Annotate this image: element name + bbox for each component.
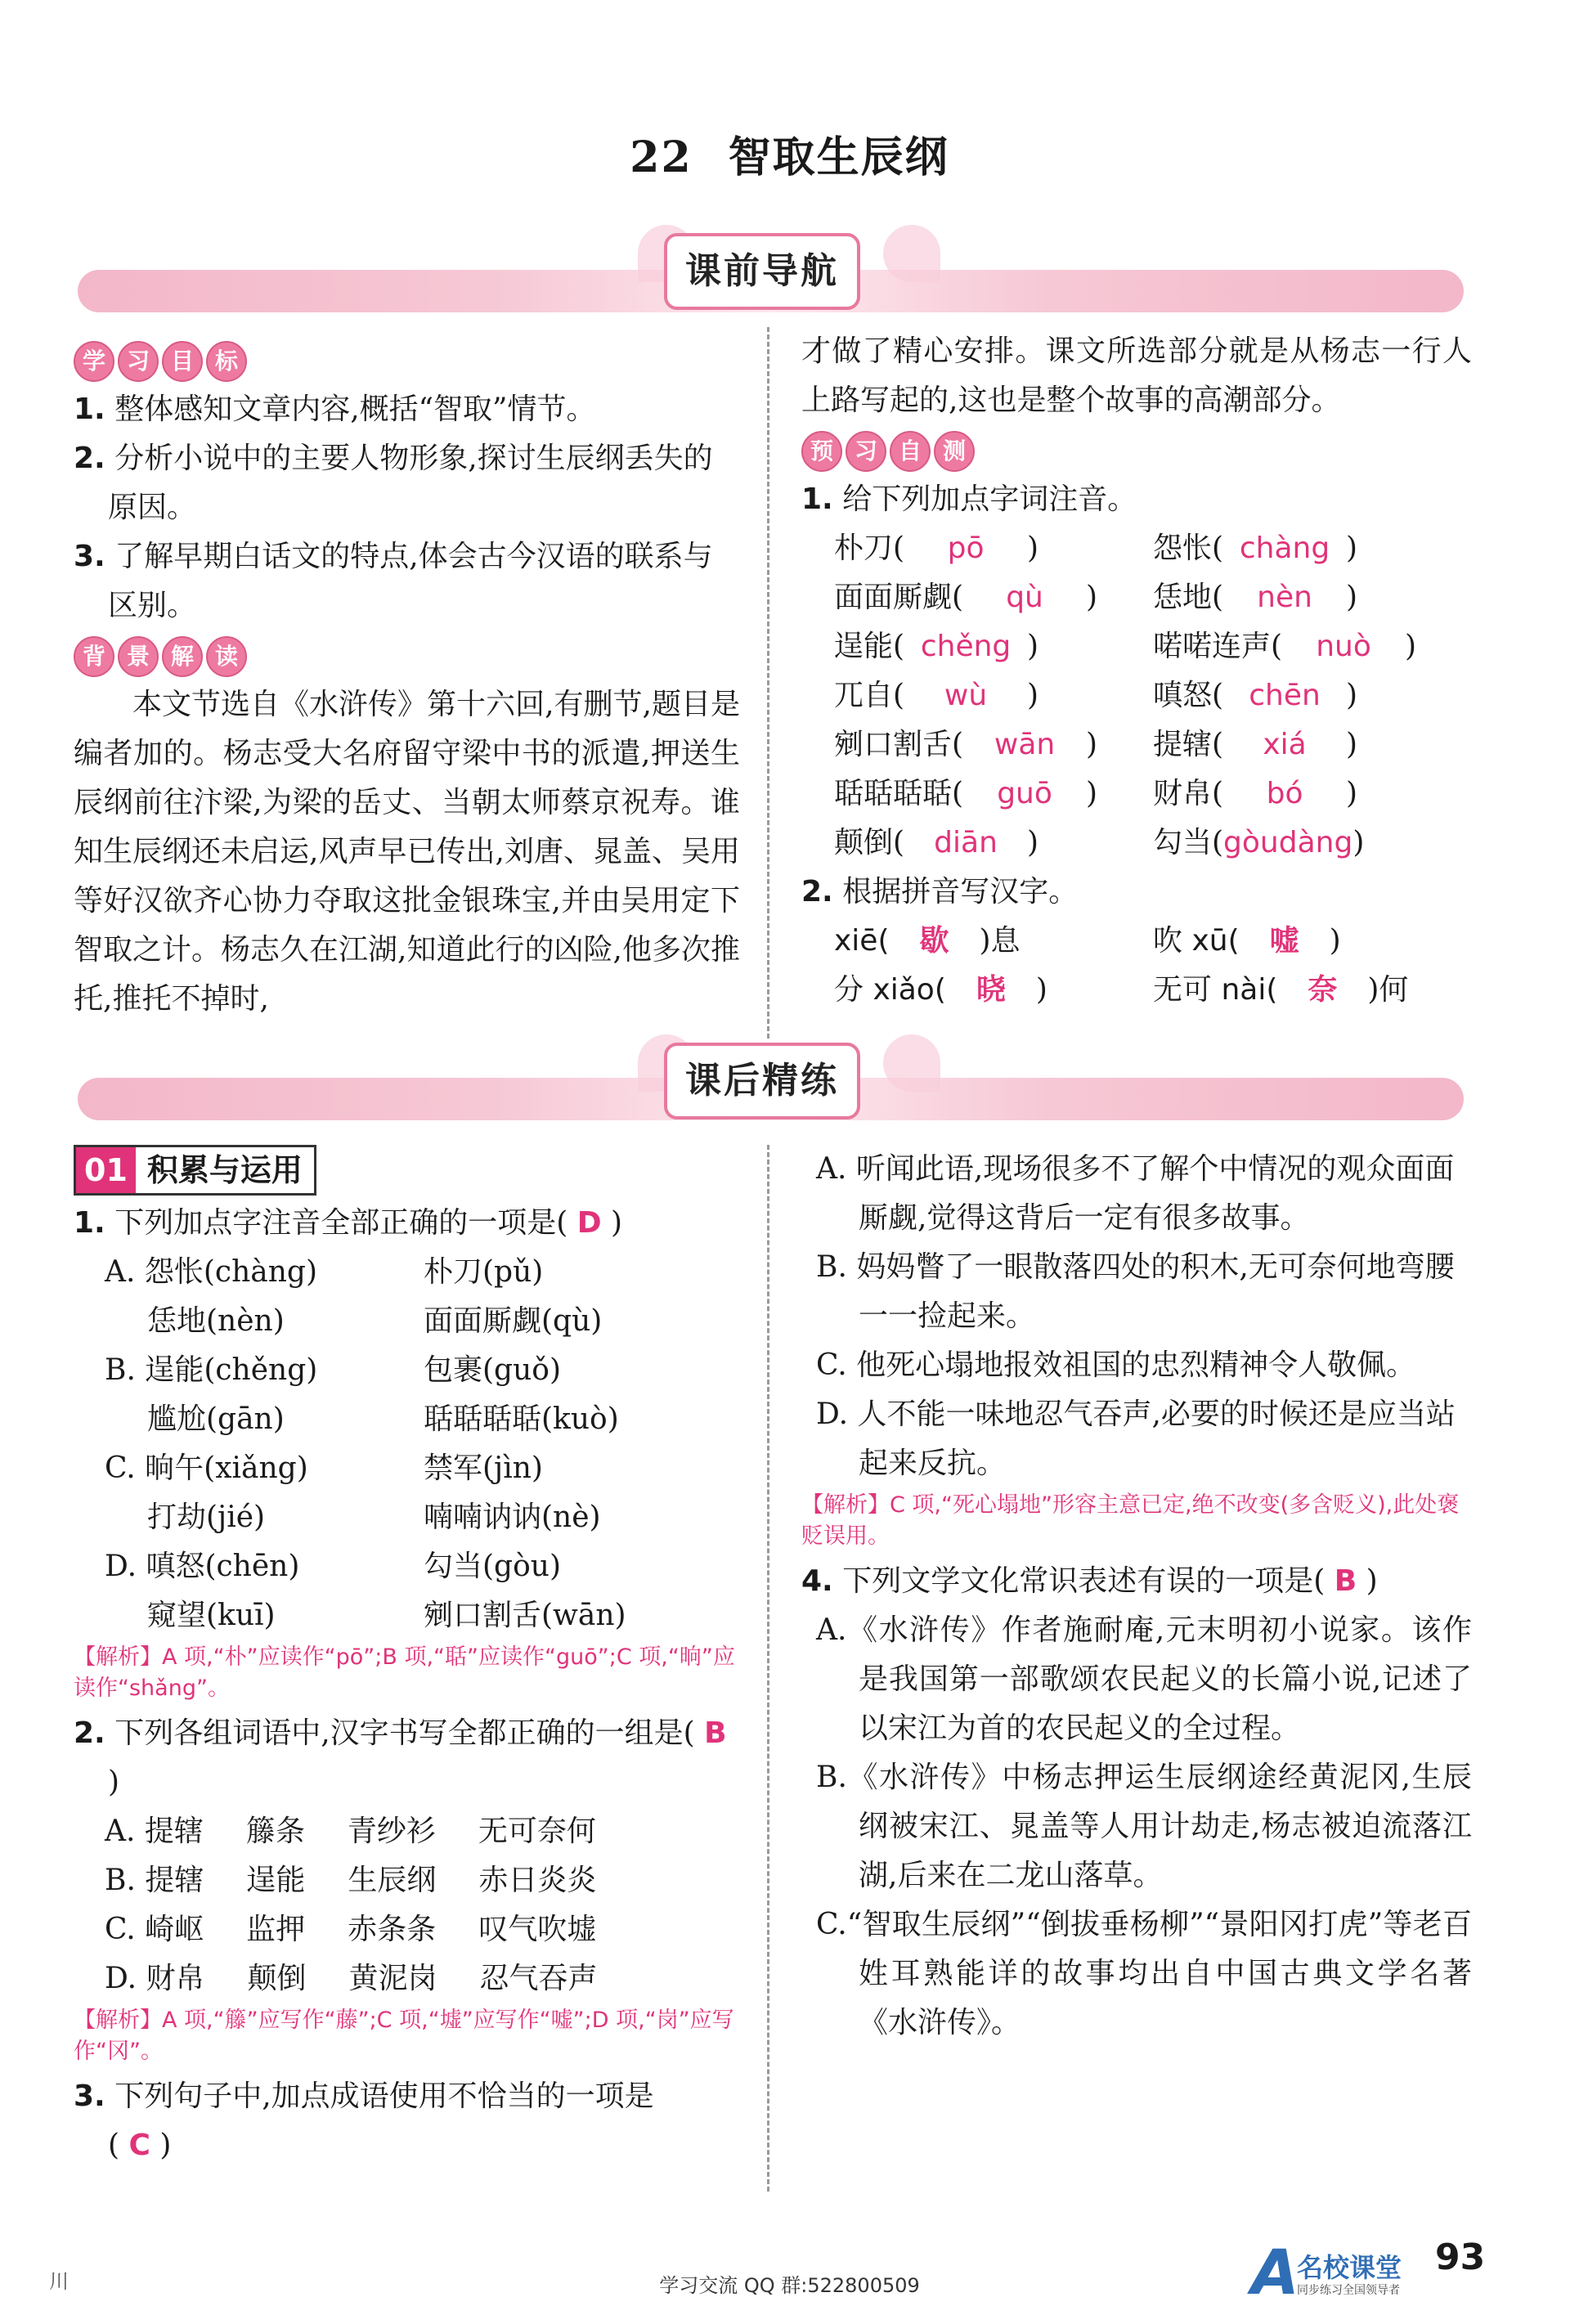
pinyin-answer: wān (994, 728, 1056, 761)
tag-char: 读 (206, 636, 247, 677)
word: 怨怅( (1153, 532, 1224, 565)
goals-tag (74, 341, 247, 382)
pinyin-answer: wù (944, 679, 988, 712)
pinyin-item (1153, 524, 1472, 573)
pinyin-answer: bó (1266, 777, 1303, 810)
pinyin-item (1153, 622, 1472, 671)
option-word: 青纱衫 (347, 1815, 436, 1848)
pinyin-item (834, 622, 1153, 671)
hanzi-item (834, 917, 1153, 966)
pinyin-item (834, 671, 1153, 720)
brand-logo (1251, 2236, 1439, 2308)
pinyin-item (1153, 573, 1472, 622)
section-label: 积累与运用 (146, 1151, 303, 1188)
preview-tag (801, 431, 975, 472)
right-column-top (801, 327, 1472, 1015)
pinyin-answer: nuò (1316, 630, 1371, 663)
background-tag (74, 636, 247, 677)
word: 剜口割舌( (834, 728, 964, 761)
post-class-banner: 课后精练 (664, 1043, 860, 1119)
question-1: 1. 下列加点字注音全部正确的一项是( D ) (74, 1206, 623, 1240)
pre-class-banner: 课前导航 (664, 233, 860, 310)
word: 财帛( (1153, 777, 1224, 810)
q4-options (801, 1606, 1472, 2048)
paren: ) (1405, 630, 1417, 663)
answer: B (704, 1716, 727, 1750)
analysis: 【解析】A 项,“朴”应读作“pō”;B 项,“聒”应读作“guō”;C 项,“晌”应读作“shǎng”。 (74, 1644, 735, 1701)
question-3: 3. 下列句子中,加点成语使用不恰当的一项是 (74, 2079, 654, 2113)
option-cell: 禁军(jìn) (424, 1451, 543, 1485)
word: 颠倒( (834, 826, 905, 859)
option-word: B. 提辖 (105, 1864, 204, 1897)
paren: ) (1346, 728, 1358, 761)
goal-item: 3. 了解早期白话文的特点,体会古今汉语的联系与区别。 (74, 540, 713, 622)
answer: C (128, 2129, 150, 2162)
page-number: 93 (1435, 2237, 1486, 2278)
pinyin-answer: qù (1006, 581, 1043, 614)
option-word: 无可奈何 (478, 1815, 596, 1848)
option-item: C. 他死心塌地报效祖国的忠烈精神令人敬佩。 (816, 1348, 1416, 1382)
analysis: 【解析】A 项,“籐”应写作“藤”;C 项,“墟”应写作“嘘”;D 项,“岗”应写作“冈”。 (74, 2008, 734, 2064)
option-cell: C. 晌午(xiǎng) (105, 1451, 308, 1485)
section-number: 01 (76, 1147, 136, 1193)
suffix: ) (1035, 973, 1047, 1007)
suffix: ) (1329, 924, 1341, 958)
option-word: 籐条 (245, 1815, 305, 1848)
option-word: 赤日炎炎 (478, 1864, 597, 1897)
tag-char: 习 (118, 341, 159, 382)
pinyin-answer: pō (947, 532, 985, 565)
word: 勾当( (1153, 826, 1224, 859)
paren: ) (1027, 826, 1039, 859)
word: 兀自( (834, 679, 905, 712)
paren: ) (1352, 826, 1365, 859)
pinyin: 无可 nài( (1153, 973, 1278, 1007)
tag-char: 背 (74, 636, 114, 677)
option-word: 叹气吹墟 (478, 1913, 597, 1946)
option-word: C. 崎岖 (105, 1913, 204, 1946)
word: 喏喏连声( (1153, 630, 1283, 663)
option-cell: D. 嗔怒(chēn) (105, 1550, 300, 1583)
region-mark: 川 (49, 2270, 69, 2293)
pinyin-item (834, 819, 1153, 868)
word: 聒聒聒聒( (834, 777, 964, 810)
paren: ) (1346, 679, 1358, 712)
hanzi-item (1153, 917, 1472, 966)
answer: B (1334, 1564, 1357, 1598)
pinyin: xiē( (834, 924, 890, 958)
pinyin-item (1153, 819, 1472, 868)
tag-char: 自 (890, 431, 931, 472)
paren: ) (1027, 532, 1039, 565)
preview-q2: 2. 根据拼音写汉字。 (801, 875, 1079, 909)
question-3-answer: ( C ) (108, 2129, 172, 2162)
option-row (74, 1444, 740, 1493)
pinyin-list (801, 524, 1472, 868)
pinyin-item (1153, 769, 1472, 819)
pinyin: 吹 xū( (1153, 924, 1240, 958)
hanzi-item (834, 966, 1153, 1015)
option-row (74, 1297, 740, 1346)
q2-options (74, 1807, 740, 2003)
option-cell: 恁地(nèn) (147, 1304, 285, 1338)
option-row (74, 1591, 740, 1640)
tag-char: 标 (206, 341, 247, 382)
pinyin-answer: nèn (1257, 581, 1312, 614)
pinyin-row (834, 819, 1472, 868)
tag-char: 测 (934, 431, 975, 472)
pinyin-row (834, 769, 1472, 819)
pinyin-answer: diān (934, 826, 998, 859)
pinyin-row (834, 524, 1472, 573)
tag-char: 景 (118, 636, 159, 677)
q3-options (801, 1145, 1472, 1488)
paren: ) (1346, 532, 1358, 565)
option-row (74, 1954, 740, 2003)
tag-char: 预 (801, 431, 842, 472)
pinyin-item (834, 573, 1153, 622)
hanzi-list (801, 917, 1472, 1015)
paren: ) (1346, 581, 1358, 614)
option-cell: 尴尬(gān) (147, 1402, 285, 1436)
pinyin-row (834, 671, 1472, 720)
analysis: 【解析】C 项,“死心塌地”形容主意已定,绝不改变(多含贬义),此处褒贬误用。 (801, 1492, 1460, 1549)
left-column-bottom (74, 1145, 740, 2170)
suffix: )息 (979, 924, 1021, 958)
goal-item: 2. 分析小说中的主要人物形象,探讨生辰纲丢失的原因。 (74, 442, 713, 524)
wing-decoration (883, 1034, 940, 1092)
word: 提辖( (1153, 728, 1224, 761)
option-word: 忍气吞声 (479, 1962, 598, 1995)
section-header (74, 1145, 316, 1196)
option-item: D. 人不能一味地忍气吞声,必要的时候还是应当站起来反抗。 (816, 1398, 1456, 1480)
column-divider (767, 327, 769, 1039)
word: 恁地( (1153, 581, 1224, 614)
option-cell: 打劫(jié) (147, 1501, 266, 1534)
left-column-top (74, 335, 740, 1024)
background-continued: 才做了精心安排。课文所选部分就是从杨志一行人上路写起的,这也是整个故事的高潮部分。 (801, 334, 1472, 417)
hanzi-item (1153, 966, 1472, 1015)
option-cell: 窥望(kuī) (147, 1599, 276, 1632)
pinyin: 分 xiǎo( (834, 973, 946, 1007)
option-item: B.《水浒传》中杨志押运生辰纲途经黄泥冈,生辰纲被宋江、晁盖等人用计劫走,杨志被迫流落江湖,后来在二龙山落草。 (816, 1761, 1472, 1892)
right-column-bottom (801, 1145, 1472, 2048)
logo-name: 名校课堂 (1297, 2252, 1402, 2283)
q1-options (74, 1248, 740, 1640)
option-word: 生辰纲 (348, 1864, 437, 1897)
background-text: 本文节选自《水浒传》第十六回,有删节,题目是编者加的。杨志受大名府留守梁中书的派遣,押送生辰纲前往汴梁,为梁的岳丈、当朝太师蔡京祝寿。谁知生辰纲还未启运,风声早已传出,刘唐、晁盖、吴用等好汉欲齐心协力夺取这批金银珠宝,并由吴用定下智取之计。杨志久在江湖,知道此行的凶险,他多次推托,推托不掉时, (74, 688, 740, 1016)
option-item: A.《水浒传》作者施耐庵,元末明初小说家。该作是我国第一部歌颂农民起义的长篇小说,记述了以宋江为首的农民起义的全过程。 (816, 1613, 1472, 1745)
word: 面面厮觑( (834, 581, 964, 614)
hanzi-answer: 歇 (919, 924, 949, 958)
option-row (74, 1248, 740, 1297)
pinyin-row (834, 622, 1472, 671)
word: 朴刀( (834, 532, 905, 565)
pinyin-row (834, 573, 1472, 622)
question-2: 2. 下列各组词语中,汉字书写全都正确的一组是( B ) (74, 1716, 727, 1799)
tag-char: 解 (162, 636, 203, 677)
lesson-name: 智取生辰纲 (728, 132, 949, 182)
paren: ) (1086, 581, 1098, 614)
option-row (74, 1542, 740, 1591)
question-4: 4. 下列文学文化常识表述有误的一项是( B ) (801, 1564, 1378, 1598)
pinyin-answer: chěng (920, 630, 1012, 663)
tag-char: 学 (74, 341, 114, 382)
paren: ) (1027, 630, 1039, 663)
answer: D (576, 1206, 602, 1240)
option-word: 赤条条 (348, 1913, 437, 1946)
option-cell: 聒聒聒聒(kuò) (424, 1402, 619, 1436)
option-cell: 面面厮觑(qù) (424, 1304, 603, 1338)
hanzi-answer: 嘘 (1269, 924, 1299, 958)
option-row (74, 1807, 740, 1856)
goal-item: 1. 整体感知文章内容,概括“智取”情节。 (74, 393, 596, 426)
hanzi-answer: 晓 (976, 973, 1006, 1007)
lesson-number: 22 (630, 132, 693, 182)
pinyin-item (1153, 720, 1472, 769)
pinyin-item (1153, 671, 1472, 720)
footer-qq-group: 学习交流 QQ 群:522800509 (659, 2274, 920, 2297)
option-item: B. 妈妈瞥了一眼散落四处的积木,无可奈何地弯腰一一捡起来。 (816, 1250, 1455, 1333)
option-cell: 朴刀(pǔ) (424, 1255, 544, 1289)
paren: ) (1086, 777, 1098, 810)
option-cell: A. 怨怅(chàng) (105, 1255, 318, 1289)
hanzi-row (834, 966, 1472, 1015)
pinyin-answer: chàng (1239, 532, 1330, 565)
option-row (74, 1856, 740, 1905)
pinyin-answer: xiá (1263, 728, 1307, 761)
pinyin-item (834, 524, 1153, 573)
tag-char: 目 (162, 341, 203, 382)
option-cell: 勾当(gòu) (424, 1550, 561, 1583)
word: 逞能( (834, 630, 905, 663)
option-word: 颠倒 (247, 1962, 307, 1995)
option-cell: 包裹(guǒ) (424, 1353, 561, 1387)
option-item: C.“智取生辰纲”“倒拔垂杨柳”“景阳冈打虎”等老百姓耳熟能详的故事均出自中国古典文学名著《水浒传》。 (816, 1908, 1472, 2039)
wing-decoration (883, 225, 940, 282)
preview-q1: 1. 给下列加点字词注音。 (801, 482, 1137, 516)
option-word: 监押 (246, 1913, 306, 1946)
option-word: A. 提辖 (105, 1815, 204, 1848)
option-row (74, 1346, 740, 1395)
option-word: D. 财帛 (105, 1962, 205, 1995)
word: 嗔怒( (1153, 679, 1224, 712)
option-row (74, 1905, 740, 1954)
logo-subtitle: 同步练习全国领导者 (1297, 2284, 1400, 2297)
column-divider (767, 1145, 769, 2192)
paren: ) (1027, 679, 1039, 712)
option-row (74, 1493, 740, 1542)
option-word: 逞能 (246, 1864, 306, 1897)
option-cell: 喃喃讷讷(nè) (424, 1501, 601, 1534)
pinyin-item (834, 720, 1153, 769)
hanzi-row (834, 917, 1472, 966)
pinyin-answer: guō (997, 777, 1052, 810)
option-row (74, 1395, 740, 1444)
option-cell: 剜口割舌(wān) (424, 1599, 626, 1632)
option-cell: B. 逞能(chěng) (105, 1353, 318, 1387)
pinyin-answer: chēn (1249, 679, 1321, 712)
pinyin-item (834, 769, 1153, 819)
tag-char: 习 (846, 431, 886, 472)
suffix: )何 (1367, 973, 1409, 1007)
pinyin-row (834, 720, 1472, 769)
option-word: 黄泥岗 (348, 1962, 437, 1995)
paren: ) (1346, 777, 1358, 810)
logo-letter: A (1251, 2236, 1299, 2308)
option-item: A. 听闻此语,现场很多不了解个中情况的观众面面厮觑,觉得这背后一定有很多故事。 (816, 1152, 1455, 1235)
lesson-title (0, 123, 1579, 184)
pinyin-answer: gòudàng (1223, 826, 1353, 859)
hanzi-answer: 奈 (1308, 973, 1338, 1007)
paren: ) (1086, 728, 1098, 761)
